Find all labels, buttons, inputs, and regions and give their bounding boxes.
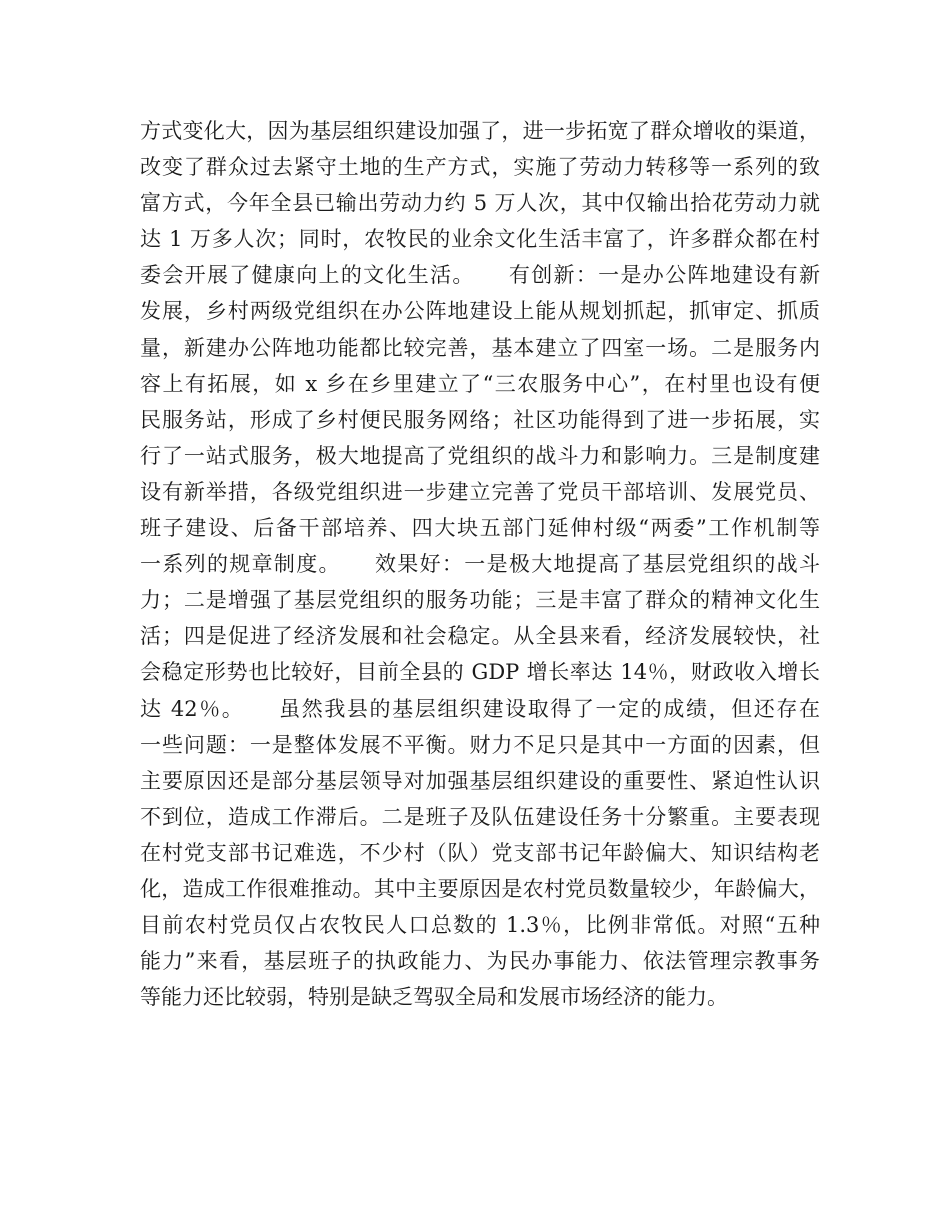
text-line: 设有新举措，各级党组织进一步建立完善了党员干部培训、发展党员、 [140, 479, 820, 504]
text-line: 班子建设、后备干部培养、四大块五部门延伸村级“两委”工作机制等 [140, 516, 820, 541]
text-line-last: 等能力还比较弱，特别是缺乏驾驭全局和发展市场经济的能力。 [140, 985, 728, 1010]
text-line: 能力”来看，基层班子的执政能力、为民办事能力、依法管理宗教事务 [140, 949, 820, 974]
text-line: 发展，乡村两级党组织在办公阵地建设上能从规划抓起，抓审定、抓质 [140, 299, 820, 324]
text-line: 一系列的规章制度。 效果好：一是极大地提高了基层党组织的战斗 [140, 552, 820, 577]
text-line: 民服务站，形成了乡村便民服务网络；社区功能得到了进一步拓展，实 [140, 407, 820, 432]
text-line: 一些问题：一是整体发展不平衡。财力不足只是其中一方面的因素，但 [140, 732, 820, 757]
text-line: 行了一站式服务，极大地提高了党组织的战斗力和影响力。三是制度建 [140, 443, 820, 468]
text-line: 目前农村党员仅占农牧民人口总数的 1.3％，比例非常低。对照“五种 [140, 913, 820, 938]
text-line: 会稳定形势也比较好，目前全县的 GDP 增长率达 14％，财政收入增长 [140, 660, 820, 685]
text-line: 富方式，今年全县已输出劳动力约 5 万人次，其中仅输出拾花劳动力就 [140, 191, 820, 216]
body-paragraph [140, 113, 820, 1015]
text-line: 委会开展了健康向上的文化生活。 有创新：一是办公阵地建设有新 [140, 263, 820, 288]
text-line: 方式变化大，因为基层组织建设加强了，进一步拓宽了群众增收的渠道， [140, 119, 820, 143]
text-line: 力；二是增强了基层党组织的服务功能；三是丰富了群众的精神文化生 [140, 588, 820, 613]
text-line: 达 42％。 虽然我县的基层组织建设取得了一定的成绩，但还存在 [140, 696, 820, 721]
text-line: 达 1 万多人次；同时，农牧民的业余文化生活丰富了，许多群众都在村 [140, 227, 820, 252]
text-line: 在村党支部书记难选，不少村（队）党支部书记年龄偏大、知识结构老 [140, 840, 820, 865]
text-line: 改变了群众过去紧守土地的生产方式，实施了劳动力转移等一系列的致 [140, 155, 820, 180]
text-line: 化，造成工作很难推动。其中主要原因是农村党员数量较少，年龄偏大， [140, 876, 820, 901]
text-line: 主要原因还是部分基层领导对加强基层组织建设的重要性、紧迫性认识 [140, 768, 820, 793]
text-line: 不到位，造成工作滞后。二是班子及队伍建设任务十分繁重。主要表现 [140, 804, 820, 829]
text-line: 活；四是促进了经济发展和社会稳定。从全县来看，经济发展较快，社 [140, 624, 820, 649]
text-line: 量，新建办公阵地功能都比较完善，基本建立了四室一场。二是服务内 [140, 335, 820, 360]
text-line: 容上有拓展，如 x 乡在乡里建立了“三农服务中心”，在村里也设有便 [140, 371, 820, 396]
